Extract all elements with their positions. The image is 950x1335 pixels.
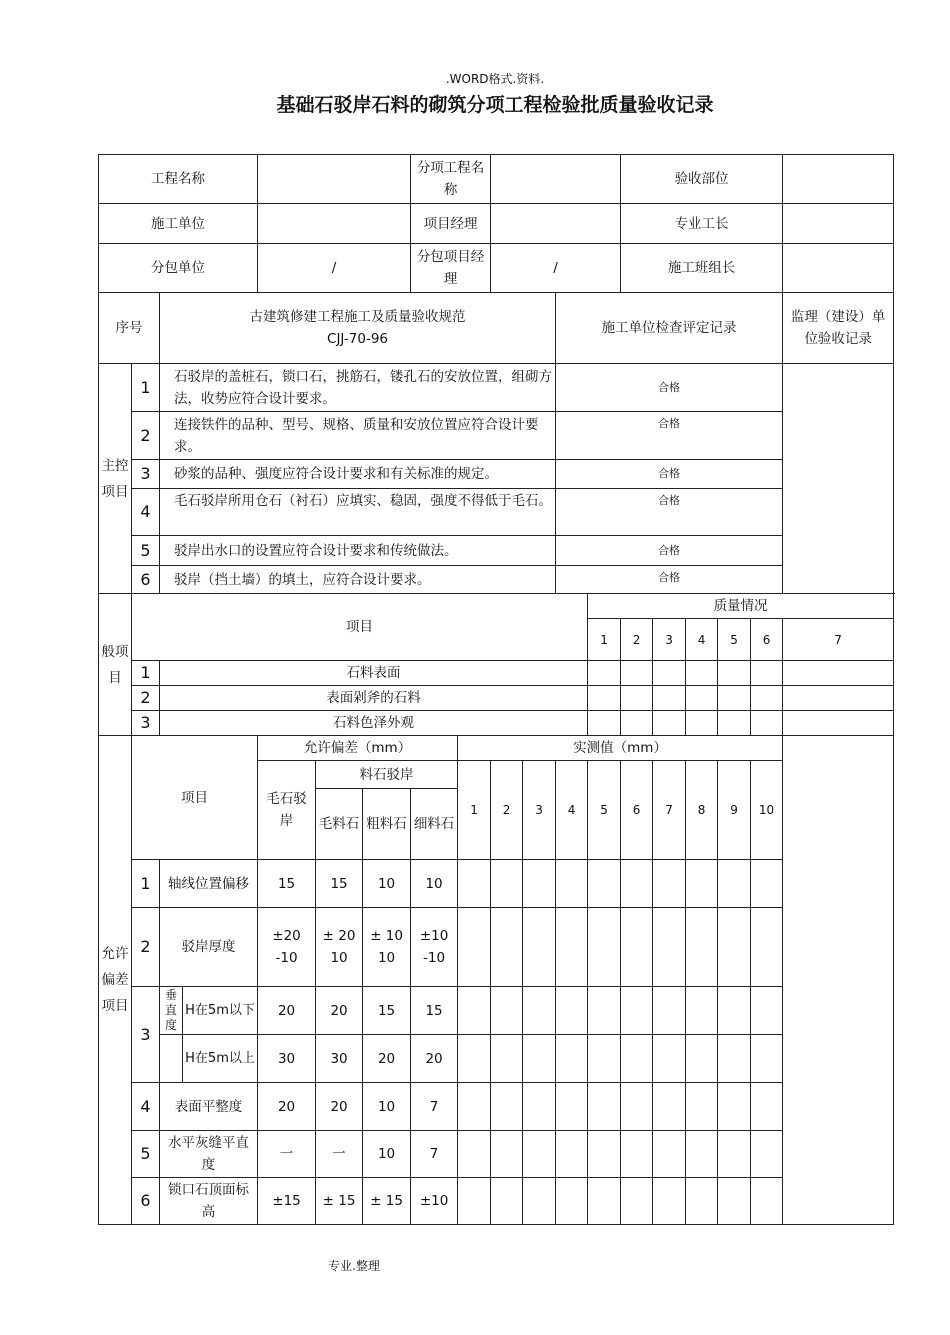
deviation-sub: H在5m以下 — [185, 1002, 255, 1018]
measured-col: 4 — [556, 761, 588, 860]
sub-pm-value[interactable]: / — [491, 244, 621, 293]
main-item-no: 5 — [132, 536, 160, 566]
main-item-result[interactable]: 合格 — [556, 536, 783, 566]
coarse-header: 粗料石 — [363, 789, 411, 860]
general-item-text: 表面剁斧的石料 — [160, 686, 588, 711]
deviation-c: 15 — [363, 987, 411, 1035]
deviation-d: ±10 — [411, 1178, 458, 1225]
standard-header — [160, 293, 556, 364]
main-item-text: 毛石驳岸所用仓石（衬石）应填实、稳固，强度不得低于毛石。 — [160, 489, 556, 536]
main-item-text: 石驳岸的盖桩石，锁口石，挑筋石，镂孔石的安放位置，组砌方法，收势应符合设计要求。 — [160, 364, 556, 412]
deviation-name: 驳岸厚度 — [160, 908, 258, 987]
main-control-supervisor[interactable] — [783, 364, 894, 594]
deviation-b: 30 — [316, 1035, 363, 1083]
deviation-b: ± 15 — [316, 1178, 363, 1225]
vertical-group — [160, 1035, 258, 1083]
main-control-section-label: 主控项目 — [99, 364, 132, 594]
quality-col: 1 — [588, 619, 621, 661]
main-item-result[interactable]: 合格 — [556, 489, 783, 536]
project-name-value[interactable] — [258, 155, 411, 204]
quality-col: 5 — [718, 619, 751, 661]
deviation-a: ±15 — [258, 1178, 316, 1225]
deviation-a: 30 — [258, 1035, 316, 1083]
deviation-b: 20 — [316, 1083, 363, 1131]
general-item-text: 石料色泽外观 — [160, 711, 588, 736]
measured-header: 实测值（mm） — [458, 736, 783, 761]
vertical-spacer — [160, 1035, 183, 1082]
measured-col: 8 — [686, 761, 718, 860]
general-item-text: 石料表面 — [160, 661, 588, 686]
foreman-label: 专业工长 — [621, 204, 783, 244]
main-item-result[interactable]: 合格 — [556, 460, 783, 489]
main-item-text: 驳岸（挡土墙）的填土，应符合设计要求。 — [160, 566, 556, 594]
main-item-result[interactable]: 合格 — [556, 412, 783, 460]
fine-header: 细料石 — [411, 789, 458, 860]
deviation-no: 5 — [132, 1131, 160, 1178]
deviation-name: 轴线位置偏移 — [160, 860, 258, 908]
deviation-b: 20 — [316, 987, 363, 1035]
general-item-no: 2 — [132, 686, 160, 711]
deviation-d: 20 — [411, 1035, 458, 1083]
main-item-text: 砂浆的品种、强度应符合设计要求和有关标准的规定。 — [160, 460, 556, 489]
pm-value[interactable] — [491, 204, 621, 244]
deviation-d: 7 — [411, 1083, 458, 1131]
measured-col: 1 — [458, 761, 491, 860]
quality-col: 7 — [783, 619, 894, 661]
deviation-a: 一 — [258, 1131, 316, 1178]
contractor-value[interactable] — [258, 204, 411, 244]
deviation-no: 6 — [132, 1178, 160, 1225]
deviation-d: 10 — [411, 860, 458, 908]
quality-col: 4 — [686, 619, 718, 661]
measured-col: 2 — [491, 761, 523, 860]
vertical-label: 垂直度 — [160, 987, 183, 1034]
deviation-section-label: 允许偏差项目 — [99, 736, 132, 1225]
allowance-header: 允许偏差（mm） — [258, 736, 458, 761]
subcontractor-value[interactable]: / — [258, 244, 411, 293]
deviation-a: 15 — [258, 860, 316, 908]
standard-code: CJJ-70-96 — [327, 331, 389, 347]
deviation-name: 水平灰缝平直度 — [160, 1131, 258, 1178]
deviation-c: ± 10 10 — [363, 908, 411, 987]
measured-col: 9 — [718, 761, 751, 860]
deviation-a: 20 — [258, 987, 316, 1035]
measured-col: 7 — [653, 761, 686, 860]
measured-col: 10 — [751, 761, 783, 860]
deviation-c: 10 — [363, 1083, 411, 1131]
deviation-item-header: 项目 — [132, 736, 258, 860]
team-leader-label: 施工班组长 — [621, 244, 783, 293]
general-section-label: 般项目 — [99, 594, 132, 736]
header-note: .WORD格式.资料. — [445, 72, 545, 86]
accept-part-label: 验收部位 — [621, 155, 783, 204]
pm-label: 项目经理 — [411, 204, 491, 244]
deviation-a: ±20 -10 — [258, 908, 316, 987]
main-item-no: 1 — [132, 364, 160, 412]
main-item-no: 4 — [132, 489, 160, 536]
deviation-b: 15 — [316, 860, 363, 908]
project-name-label: 工程名称 — [99, 155, 258, 204]
main-item-no: 2 — [132, 412, 160, 460]
deviation-b: ± 20 10 — [316, 908, 363, 987]
subcontractor-label: 分包单位 — [99, 244, 258, 293]
rubble-bank-header: 毛石驳岸 — [258, 761, 316, 860]
supervisor-check-header: 监理（建设）单位验收记录 — [783, 293, 894, 364]
general-item-no: 3 — [132, 711, 160, 736]
deviation-name: 锁口石顶面标高 — [160, 1178, 258, 1225]
footer-note: 专业.整理 — [328, 1259, 380, 1273]
sub-project-value[interactable] — [491, 155, 621, 204]
sub-project-label: 分项工程名称 — [411, 155, 491, 204]
main-item-text: 驳岸出水口的设置应符合设计要求和传统做法。 — [160, 536, 556, 566]
standard-name: 古建筑修建工程施工及质量验收规范 — [249, 309, 466, 325]
deviation-b: 一 — [316, 1131, 363, 1178]
deviation-d: 7 — [411, 1131, 458, 1178]
general-item-no: 1 — [132, 661, 160, 686]
deviation-a: 20 — [258, 1083, 316, 1131]
main-item-result[interactable]: 合格 — [556, 566, 783, 594]
deviation-no: 2 — [132, 908, 160, 987]
quality-header: 质量情况 — [588, 594, 894, 619]
page-title: 基础石驳岸石料的砌筑分项工程检验批质量验收记录 — [276, 94, 714, 116]
deviation-c: 10 — [363, 1131, 411, 1178]
deviation-sub: H在5m以上 — [185, 1050, 255, 1066]
general-item-header: 项目 — [132, 594, 588, 661]
foreman-value[interactable] — [783, 204, 894, 244]
deviation-name: 表面平整度 — [160, 1083, 258, 1131]
deviation-c: 20 — [363, 1035, 411, 1083]
sub-pm-label: 分包项目经理 — [411, 244, 491, 293]
team-leader-value[interactable] — [783, 244, 894, 293]
main-item-text: 连接铁件的品种、型号、规格、质量和安放位置应符合设计要求。 — [160, 412, 556, 460]
accept-part-value[interactable] — [783, 155, 894, 204]
deviation-c: 10 — [363, 860, 411, 908]
main-item-no: 3 — [132, 460, 160, 489]
quality-col: 2 — [621, 619, 653, 661]
cut-stone-bank-header: 料石驳岸 — [316, 761, 458, 789]
deviation-c: ± 15 — [363, 1178, 411, 1225]
measured-col: 3 — [523, 761, 556, 860]
main-item-no: 6 — [132, 566, 160, 594]
measured-col: 5 — [588, 761, 621, 860]
inspection-table — [98, 154, 894, 1225]
main-item-result[interactable]: 合格 — [556, 364, 783, 412]
deviation-d: ±10 -10 — [411, 908, 458, 987]
measured-col: 6 — [621, 761, 653, 860]
deviation-no: 1 — [132, 860, 160, 908]
quality-col: 3 — [653, 619, 686, 661]
rough-cut-header: 毛料石 — [316, 789, 363, 860]
deviation-d: 15 — [411, 987, 458, 1035]
deviation-supervisor[interactable] — [783, 736, 894, 1225]
contractor-label: 施工单位 — [99, 204, 258, 244]
deviation-no: 3 — [132, 987, 160, 1083]
seq-header: 序号 — [99, 293, 160, 364]
vertical-group — [160, 987, 258, 1035]
quality-col: 6 — [751, 619, 783, 661]
deviation-no: 4 — [132, 1083, 160, 1131]
contractor-check-header: 施工单位检查评定记录 — [556, 293, 783, 364]
